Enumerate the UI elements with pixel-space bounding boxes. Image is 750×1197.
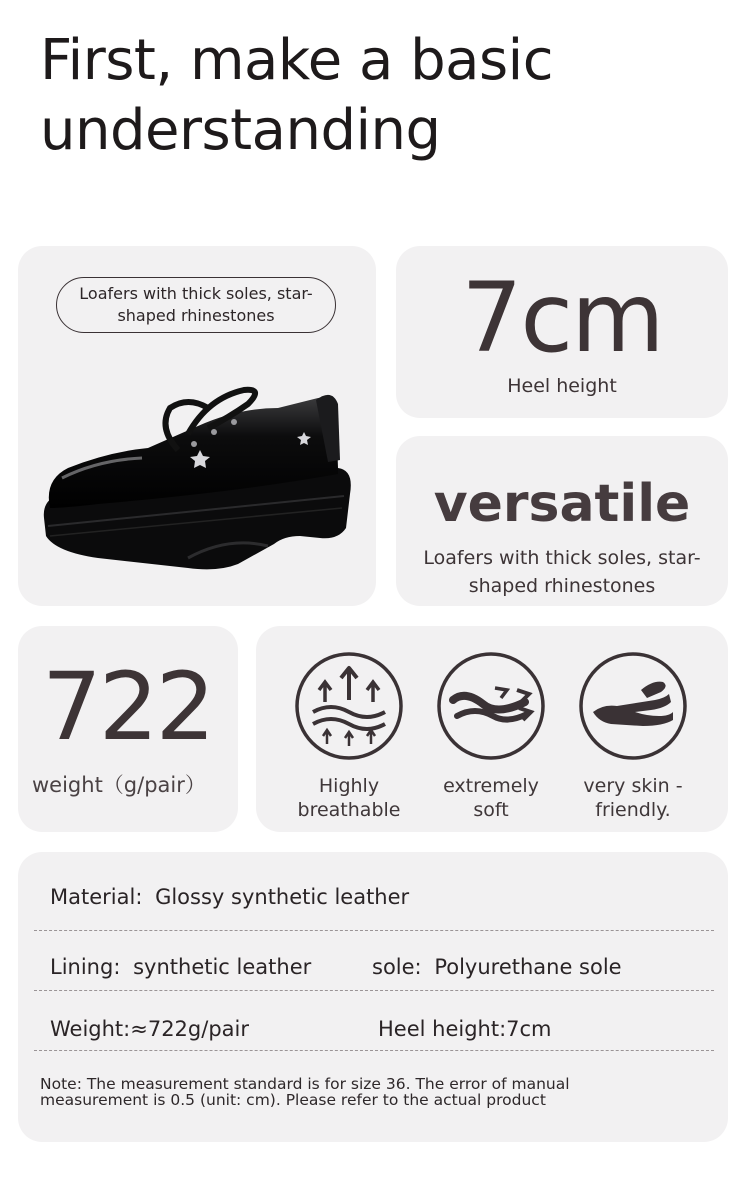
heel-height-label: Heel height <box>507 375 617 397</box>
feature-soft-label: extremely soft <box>443 775 539 821</box>
divider <box>34 990 714 991</box>
spec-sole-row <box>372 952 622 982</box>
features-card <box>256 626 728 832</box>
feature-skin-friendly-label: very skin -friendly. <box>583 775 683 821</box>
weight-value: 722 <box>42 653 213 762</box>
spec-material-key: Material: <box>50 885 143 909</box>
feature-breathable-label: Highly breathable <box>297 775 401 821</box>
spec-heel-height: Heel height:7cm <box>378 1017 552 1041</box>
spec-weight: Weight:≈722g/pair <box>50 1017 249 1041</box>
hand-icon <box>577 650 689 762</box>
spec-lining-key: Lining: <box>50 955 121 979</box>
versatile-title: versatile <box>433 474 691 534</box>
versatile-description: Loafers with thick soles, star-shaped rhinestones <box>423 547 701 597</box>
spec-material-row <box>50 882 409 912</box>
page-heading: First, make a basic understanding <box>40 28 554 163</box>
spec-material-value: Glossy synthetic leather <box>155 885 410 909</box>
spec-lining-row <box>50 952 311 982</box>
weight-label: weight（g/pair） <box>32 773 206 797</box>
divider <box>34 1050 714 1051</box>
divider <box>34 930 714 931</box>
measurement-note: Note: The measurement standard is for size 36. The error of manual measurement is 0.5 (unit: cm). Please refer to the actual product <box>40 1075 570 1109</box>
feature-soft <box>426 650 556 822</box>
feature-breathable <box>284 650 414 822</box>
weight-card <box>18 626 238 832</box>
heel-height-value: 7cm <box>461 262 663 374</box>
spec-sole-value: Polyurethane sole <box>434 955 622 979</box>
spec-lining-value: synthetic leather <box>133 955 312 979</box>
soft-icon <box>435 650 547 762</box>
specifications-card <box>18 852 728 1142</box>
feature-skin-friendly <box>568 650 698 822</box>
heel-height-card <box>396 246 728 418</box>
product-tag-pill: Loafers with thick soles, star-shaped rhinestones <box>56 277 336 333</box>
breathable-icon <box>293 650 405 762</box>
versatile-card <box>396 436 728 606</box>
shoe-image <box>38 368 358 574</box>
spec-sole-key: sole: <box>372 955 422 979</box>
product-image-card <box>18 246 376 606</box>
